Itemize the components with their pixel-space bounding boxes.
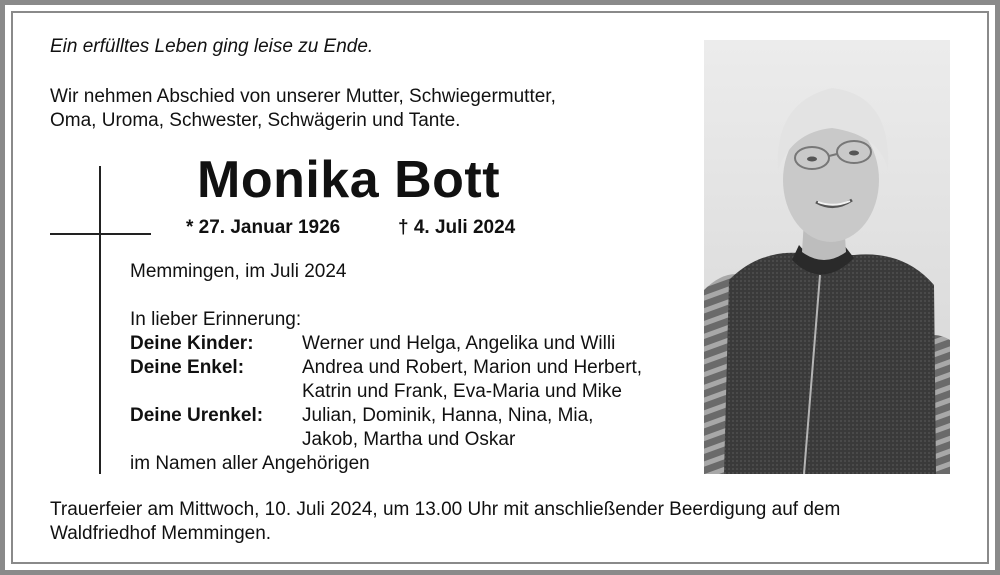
relative-names-greatgrandchildren: Jakob, Martha und Oskar bbox=[302, 429, 516, 450]
funeral-service-text bbox=[50, 498, 970, 546]
memory-heading: In lieber Erinnerung: bbox=[130, 309, 302, 330]
farewell-line: Oma, Uroma, Schwester, Schwägerin und Tante. bbox=[50, 110, 461, 131]
relative-label-grandchildren: Deine Enkel: bbox=[130, 357, 245, 378]
service-line: Waldfriedhof Memmingen. bbox=[50, 523, 272, 544]
portrait-photo bbox=[704, 40, 950, 474]
relative-label-greatgrandchildren: Deine Urenkel: bbox=[130, 405, 264, 426]
family-signature: im Namen aller Angehörigen bbox=[130, 453, 370, 474]
farewell-text bbox=[50, 85, 690, 133]
death-date: † 4. Juli 2024 bbox=[398, 217, 516, 238]
intro-line: Ein erfülltes Leben ging leise zu Ende. bbox=[50, 36, 374, 57]
birth-date: * 27. Januar 1926 bbox=[186, 217, 341, 238]
relative-names-grandchildren: Andrea und Robert, Marion und Herbert, bbox=[302, 357, 643, 378]
place-date: Memmingen, im Juli 2024 bbox=[130, 261, 347, 282]
relative-label-children: Deine Kinder: bbox=[130, 333, 254, 354]
relative-names-grandchildren: Katrin und Frank, Eva-Maria und Mike bbox=[302, 381, 622, 402]
portrait-illustration bbox=[704, 40, 950, 474]
relative-names-children: Werner und Helga, Angelika und Willi bbox=[302, 333, 616, 354]
relative-names-greatgrandchildren: Julian, Dominik, Hanna, Nina, Mia, bbox=[302, 405, 594, 426]
farewell-line: Wir nehmen Abschied von unserer Mutter, Schwiegermutter, bbox=[50, 86, 556, 107]
cross-horizontal bbox=[50, 233, 151, 235]
deceased-name: Monika Bott bbox=[197, 151, 501, 209]
cross-vertical bbox=[99, 166, 101, 474]
service-line: Trauerfeier am Mittwoch, 10. Juli 2024, um 13.00 Uhr mit anschließender Beerdigung auf dem bbox=[50, 499, 841, 520]
